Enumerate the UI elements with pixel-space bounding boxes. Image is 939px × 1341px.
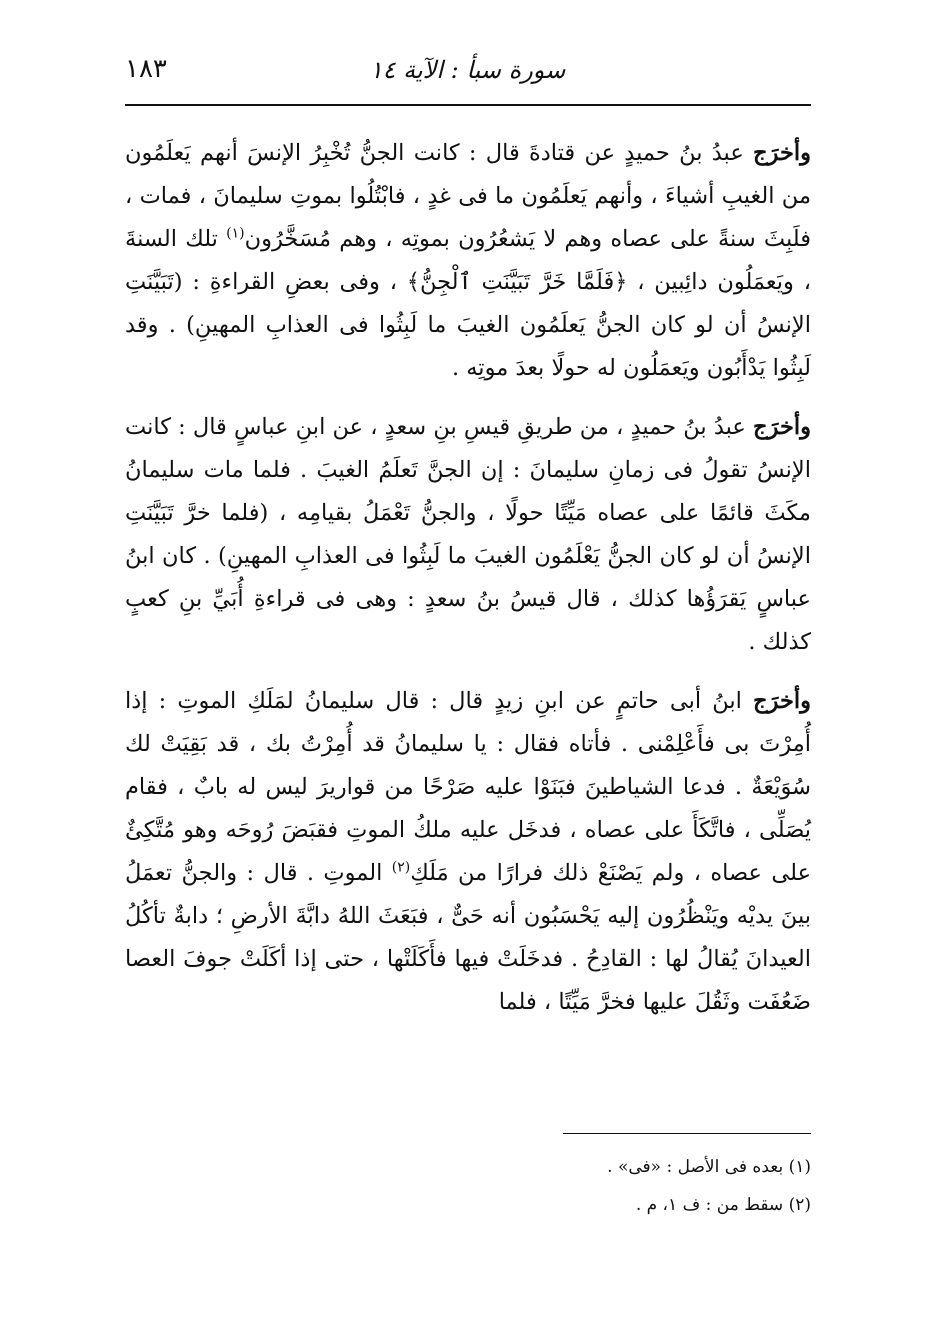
paragraph-lead: وأخرَج <box>753 414 811 440</box>
paragraph-text: ابنُ أبى حاتمٍ عن ابنِ زيدٍ قال : قال سليمانُ لمَلَكِ الموتِ : إذا أُمِرْتَ بى فأَعْلِمْنى . فأتاه فقال : يا سليمانُ قد أُمِرْتُ بك ، قد بَقِيَتْ لك سُوَيْعَةٌ . فدعا الشياطينَ فبَنَوْا عليه صَرْحًا من قواريرَ ليس له بابٌ ، فقام يُصَلِّى ، فاتَّكَأَ على عصاه ، فدخَل عليه ملكُ الموتِ فقبَضَ رُوحَه وهو مُتَّكِئٌ على عصاه ، ولم يَصْنَعْ ذلك فرارًا من مَلَكِ <box>125 688 811 886</box>
header-rule <box>125 104 811 106</box>
paragraph-lead: وأخرَج <box>753 688 811 714</box>
footnote-marker-1: (١) <box>226 225 245 242</box>
footnote-rule <box>563 1133 811 1134</box>
footnotes <box>125 1148 811 1224</box>
paragraph-text-tail: تلك السنةَ ، ويَعمَلُون دائِبين ، ﴿فَلَمَّا خَرَّ تَبَيَّنَتِ ٱلْجِنُّ﴾ ، وفى بعضِ القراءةِ : (تَبَيَّنَتِ الإنسُ أن لو كان الجنُّ يَعلَمُون الغيبَ ما لَبِثُوا فى العذابِ المهينِ) . وقد لَبِثُوا يَدْأَبُون ويَعمَلُون له حولًا بعدَ موتِه . <box>125 226 811 381</box>
page-number: ١٨٣ <box>125 54 167 84</box>
surah-title: سورة سبأ : الآية ١٤ <box>369 56 566 84</box>
paragraph-3 <box>125 680 811 1024</box>
footnote-2: (٢) سقط من : ف ١، م . <box>635 1195 811 1215</box>
paragraph-text: عبدُ بنُ حميدٍ عن قتادةَ قال : كانت الجنُّ تُخْبِرُ الإنسَ أنهم يَعلَمُون من الغيبِ أشياءَ ، وأنهم يَعلَمُون ما فى غدٍ ، فابْتُلُوا بموتِ سليمانَ ، فمات ، فلَبِثَ سنةً على عصاه وهم لا يَشعُرُون بموتِه ، وهم مُسَخَّرُون <box>125 140 811 252</box>
footnote-1: (١) بعده فى الأصل : «فى» . <box>607 1157 811 1177</box>
paragraph-text: عبدُ بنُ حميدٍ ، من طريقِ قيسِ بنِ سعدٍ ، عن ابنِ عباسٍ قال : كانت الإنسُ تقولُ فى زمانِ سليمانَ : إن الجنَّ تَعلَمُ الغيبَ . فلما مات سليمانُ مكَثَ قائمًا على عصاه مَيِّتًا حولًا ، والجنُّ تَعْمَلُ بقيامِه ، (فلما خرَّ تَبَيَّنَتِ الإنسُ أن لو كان الجنُّ يَعْلَمُون الغيبَ ما لَبِثُوا فى العذابِ المهينِ) . كان ابنُ عباسٍ يَقرَؤُها كذلك ، قال قيسُ بنُ سعدٍ : وهى فى قراءةِ أُبَيِّ بنِ كعبٍ كذلك . <box>125 414 811 655</box>
body-text <box>125 132 811 1040</box>
paragraph-lead: وأخرَج <box>753 140 811 166</box>
paragraph-text-tail: الموتِ . قال : والجنُّ تعمَلُ بينَ يديْه ويَنْظُرُون إليه يَحْسَبُون أنه حَىٌّ ، فبَعَثَ اللهُ دابَّةَ الأرضِ ؛ دابةٌ تأكُلُ العيدانَ يُقالُ لها : القادِحُ . فدخَلَتْ فيها فأَكَلَتْها ، حتى إذا أكَلَتْ جوفَ العصا ضَعُفَت وثَقُلَ عليها فخرَّ مَيِّتًا ، فلما <box>125 860 811 1015</box>
footnote-marker-2: (٢) <box>391 859 411 876</box>
paragraph-2 <box>125 406 811 664</box>
paragraph-1 <box>125 132 811 390</box>
page-header <box>125 48 810 98</box>
